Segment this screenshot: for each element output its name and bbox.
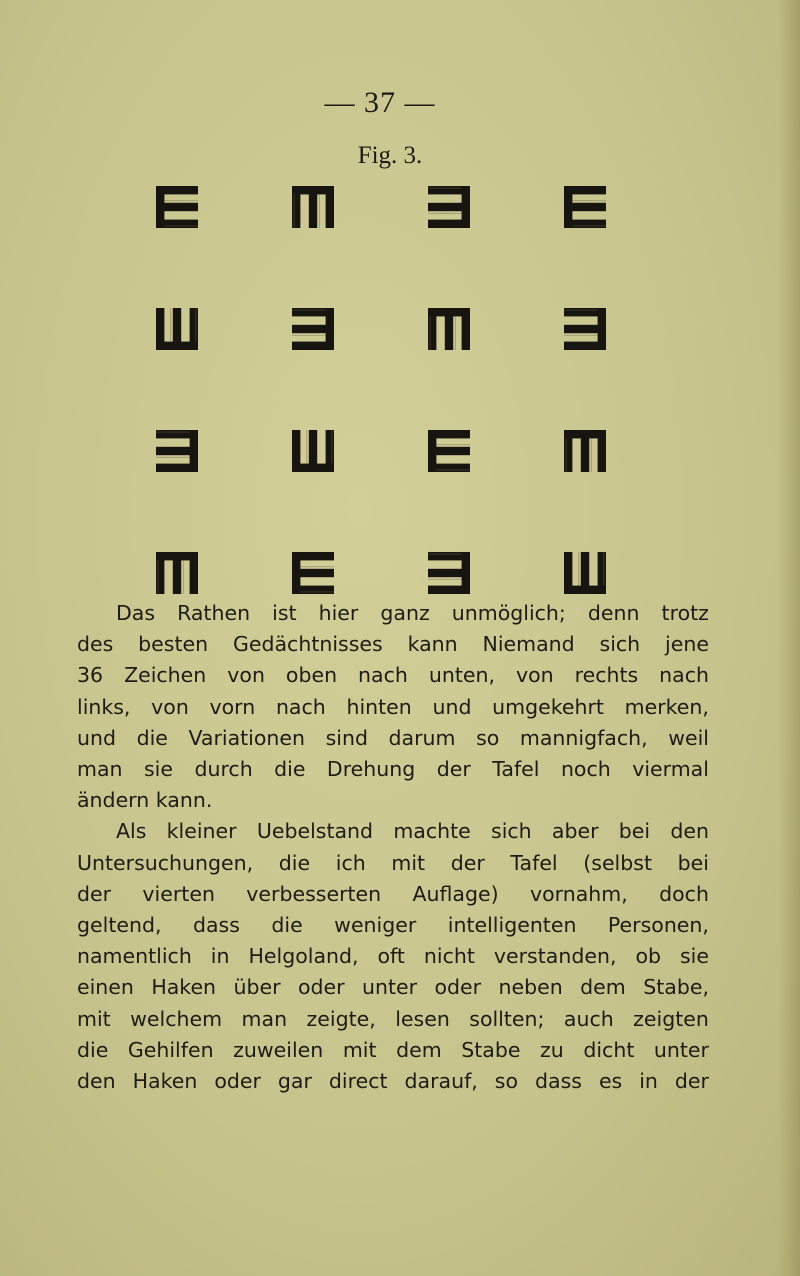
text-line: des besten Gedächtnisses kann Niemand sich jene bbox=[77, 632, 709, 657]
optotype-chart bbox=[150, 178, 620, 603]
text-line: die Gehilfen zuweilen mit dem Stabe zu dicht unter bbox=[77, 1037, 709, 1062]
text-line: 36 Zeichen von oben nach unten, von rechts nach bbox=[77, 663, 709, 688]
text-line: den Haken oder gar direct darauf, so dass es in der bbox=[77, 1069, 709, 1094]
text-line: Als kleiner Uebelstand machte sich aber bei den bbox=[116, 819, 709, 844]
optotype-hook-down bbox=[292, 186, 334, 228]
text-line: ändern kann. bbox=[77, 788, 213, 813]
optotype-hook-left bbox=[428, 552, 470, 594]
optotype-hook-up bbox=[156, 308, 198, 350]
optotype-hook-left bbox=[292, 308, 334, 350]
text-line: namentlich in Helgoland, oft nicht verstanden, ob sie bbox=[77, 944, 709, 969]
optotype-hook-left bbox=[156, 430, 198, 472]
text-line: Das Rathen ist hier ganz unmöglich; denn trotz bbox=[116, 601, 709, 625]
text-line: links, von vorn nach hinten und umgekehrt merken, bbox=[77, 694, 709, 719]
text-line: man sie durch die Drehung der Tafel noch viermal bbox=[77, 757, 709, 782]
optotype-hook-left bbox=[564, 308, 606, 350]
page-number: — 37 — bbox=[324, 86, 436, 119]
optotype-hook-up bbox=[292, 430, 334, 472]
optotype-hook-down bbox=[428, 308, 470, 350]
optotype-hook-up bbox=[564, 552, 606, 594]
optotype-hook-left bbox=[428, 186, 470, 228]
figure-label: Fig. 3. bbox=[357, 142, 423, 169]
optotype-hook-right bbox=[428, 430, 470, 472]
text-line: einen Haken über oder unter oder neben dem Stabe, bbox=[77, 975, 709, 1000]
text-line: der vierten verbesserten Auflage) vornahm, doch bbox=[77, 881, 709, 906]
optotype-hook-right bbox=[292, 552, 334, 594]
text-line: Untersuchungen, die ich mit der Tafel (selbst bei bbox=[77, 850, 709, 875]
body-text bbox=[77, 598, 709, 1097]
text-line: mit welchem man zeigte, lesen sollten; auch zeigten bbox=[77, 1006, 709, 1031]
optotype-hook-down bbox=[156, 552, 198, 594]
optotype-hook-down bbox=[564, 430, 606, 472]
text-line: geltend, dass die weniger intelligenten Personen, bbox=[77, 913, 709, 938]
optotype-hook-right bbox=[564, 186, 606, 228]
optotype-hook-right bbox=[156, 186, 198, 228]
text-line: und die Variationen sind darum so mannigfach, weil bbox=[77, 725, 709, 750]
page-edge-shadow bbox=[778, 0, 800, 1276]
